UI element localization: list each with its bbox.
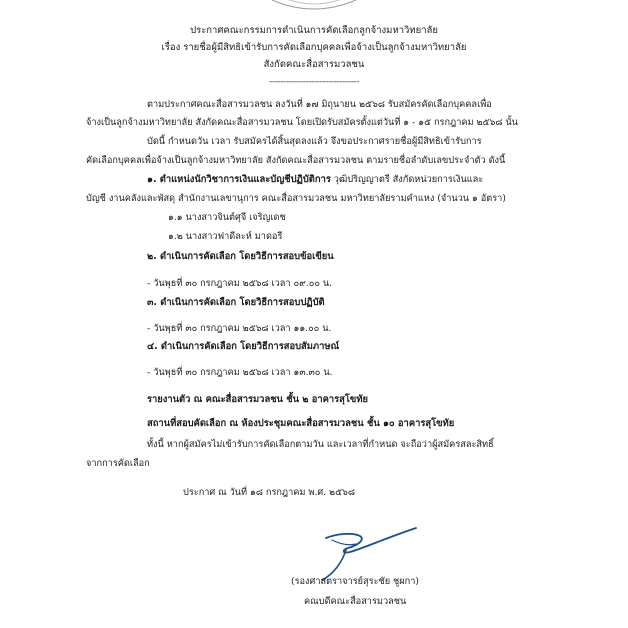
step-heading-written-exam: ๒. ดำเนินการคัดเลือก โดยวิธีการสอบข้อเขียน [147, 251, 334, 262]
position-title: ๑. ตำแหน่งนักวิชาการเงินและบัญชีปฏิบัติการ [147, 174, 331, 185]
signatory-name: (รองศาสตราจารย์สุระชัย ชูผกา) [291, 576, 419, 587]
emblem-arc-icon [264, 0, 364, 16]
intro-paragraph-2-line-2: คัดเลือกบุคคลเพื่อจ้างเป็นลูกจ้างมหาวิทยาลัย สังกัดคณะสื่อสารมวลชน ตามรายชื่อลำดับเลขประจำตัว ดังนี้ [86, 155, 506, 166]
candidate-item: ๑.๑ นางสาวจินต์ศุจี เจริญเดช [168, 212, 286, 223]
intro-paragraph-1-line-1: ตามประกาศคณะสื่อสารมวลชน ลงวันที่ ๑๗ มิถุนายน ๒๕๖๘ รับสมัครคัดเลือกบุคคลเพื่อ [147, 99, 492, 110]
position-qualification: วุฒิปริญญาตรี สังกัดหน่วยการเงินและ [330, 174, 484, 185]
header-divider: -------------------------------- [268, 76, 360, 87]
announcement-date: ประกาศ ณ วันที่ ๑๘ กรกฎาคม พ.ศ. ๒๕๖๘ [183, 487, 355, 498]
closing-line-1: ทั้งนี้ หากผู้สมัครไม่เข้ารับการคัดเลือกตามวัน และเวลาที่กำหนด จะถือว่าผู้สมัครสละสิทธิ์ [147, 439, 494, 450]
intro-paragraph-2-line-1: บัดนี้ กำหนดวัน เวลา รับสมัครได้สิ้นสุดลงแล้ว จึงขอประกาศรายชื่อผู้มีสิทธิเข้ารับการ [147, 136, 482, 147]
step-heading-practical-exam: ๓. ดำเนินการคัดเลือก โดยวิธีการสอบปฏิบัติ [147, 297, 325, 308]
subject-line: เรื่อง รายชื่อผู้มีสิทธิเข้ารับการคัดเลือกบุคคลเพื่อจ้างเป็นลูกจ้างมหาวิทยาลัย [161, 42, 467, 53]
signature-icon [312, 520, 432, 582]
department-line: สังกัดคณะสื่อสารมวลชน [263, 59, 365, 70]
step-detail-interview: - วันพุธที่ ๓๐ กรกฎาคม ๒๕๖๘ เวลา ๑๓.๓๐ น. [147, 367, 333, 378]
signatory-title: คณบดีคณะสื่อสารมวลชน [304, 596, 407, 607]
closing-line-2: จากการคัดเลือก [86, 458, 150, 469]
position-detail: บัญชี งานคลังและพัสดุ สำนักงานเลขานุการ คณะสื่อสารมวลชน มหาวิทยาลัยรามคำแหง (จำนวน ๑ อัตรา) [86, 193, 506, 204]
exam-location: สถานที่สอบคัดเลือก ณ ห้องประชุมคณะสื่อสารมวลชน ชั้น ๑๐ อาคารสุโขทัย [147, 418, 455, 429]
announcement-title: ประกาศคณะกรรมการดำเนินการคัดเลือกลูกจ้างมหาวิทยาลัย [190, 25, 438, 36]
step-detail-written-exam: - วันพุธที่ ๓๐ กรกฎาคม ๒๕๖๘ เวลา ๐๙.๐๐ น. [147, 278, 333, 289]
step-heading-interview: ๔. ดำเนินการคัดเลือก โดยวิธีการสอบสัมภาษณ์ [147, 341, 340, 352]
step-detail-practical-exam: - วันพุธที่ ๓๐ กรกฎาคม ๒๕๖๘ เวลา ๑๑.๐๐ น. [147, 323, 332, 334]
candidate-item: ๑.๒ นางสาวฟาดีละห์ มาดอรี [168, 231, 283, 242]
position-heading [147, 174, 483, 186]
report-location: รายงานตัว ณ คณะสื่อสารมวลชน ชั้น ๒ อาคารสุโขทัย [147, 394, 369, 405]
intro-paragraph-1-line-2: จ้างเป็นลูกจ้างมหาวิทยาลัย สังกัดคณะสื่อสารมวลชน โดยเปิดรับสมัครตั้งแต่วันที่ ๑ - ๑๕ กรกฎาคม ๒๕๖๘ นั้น [86, 117, 518, 128]
